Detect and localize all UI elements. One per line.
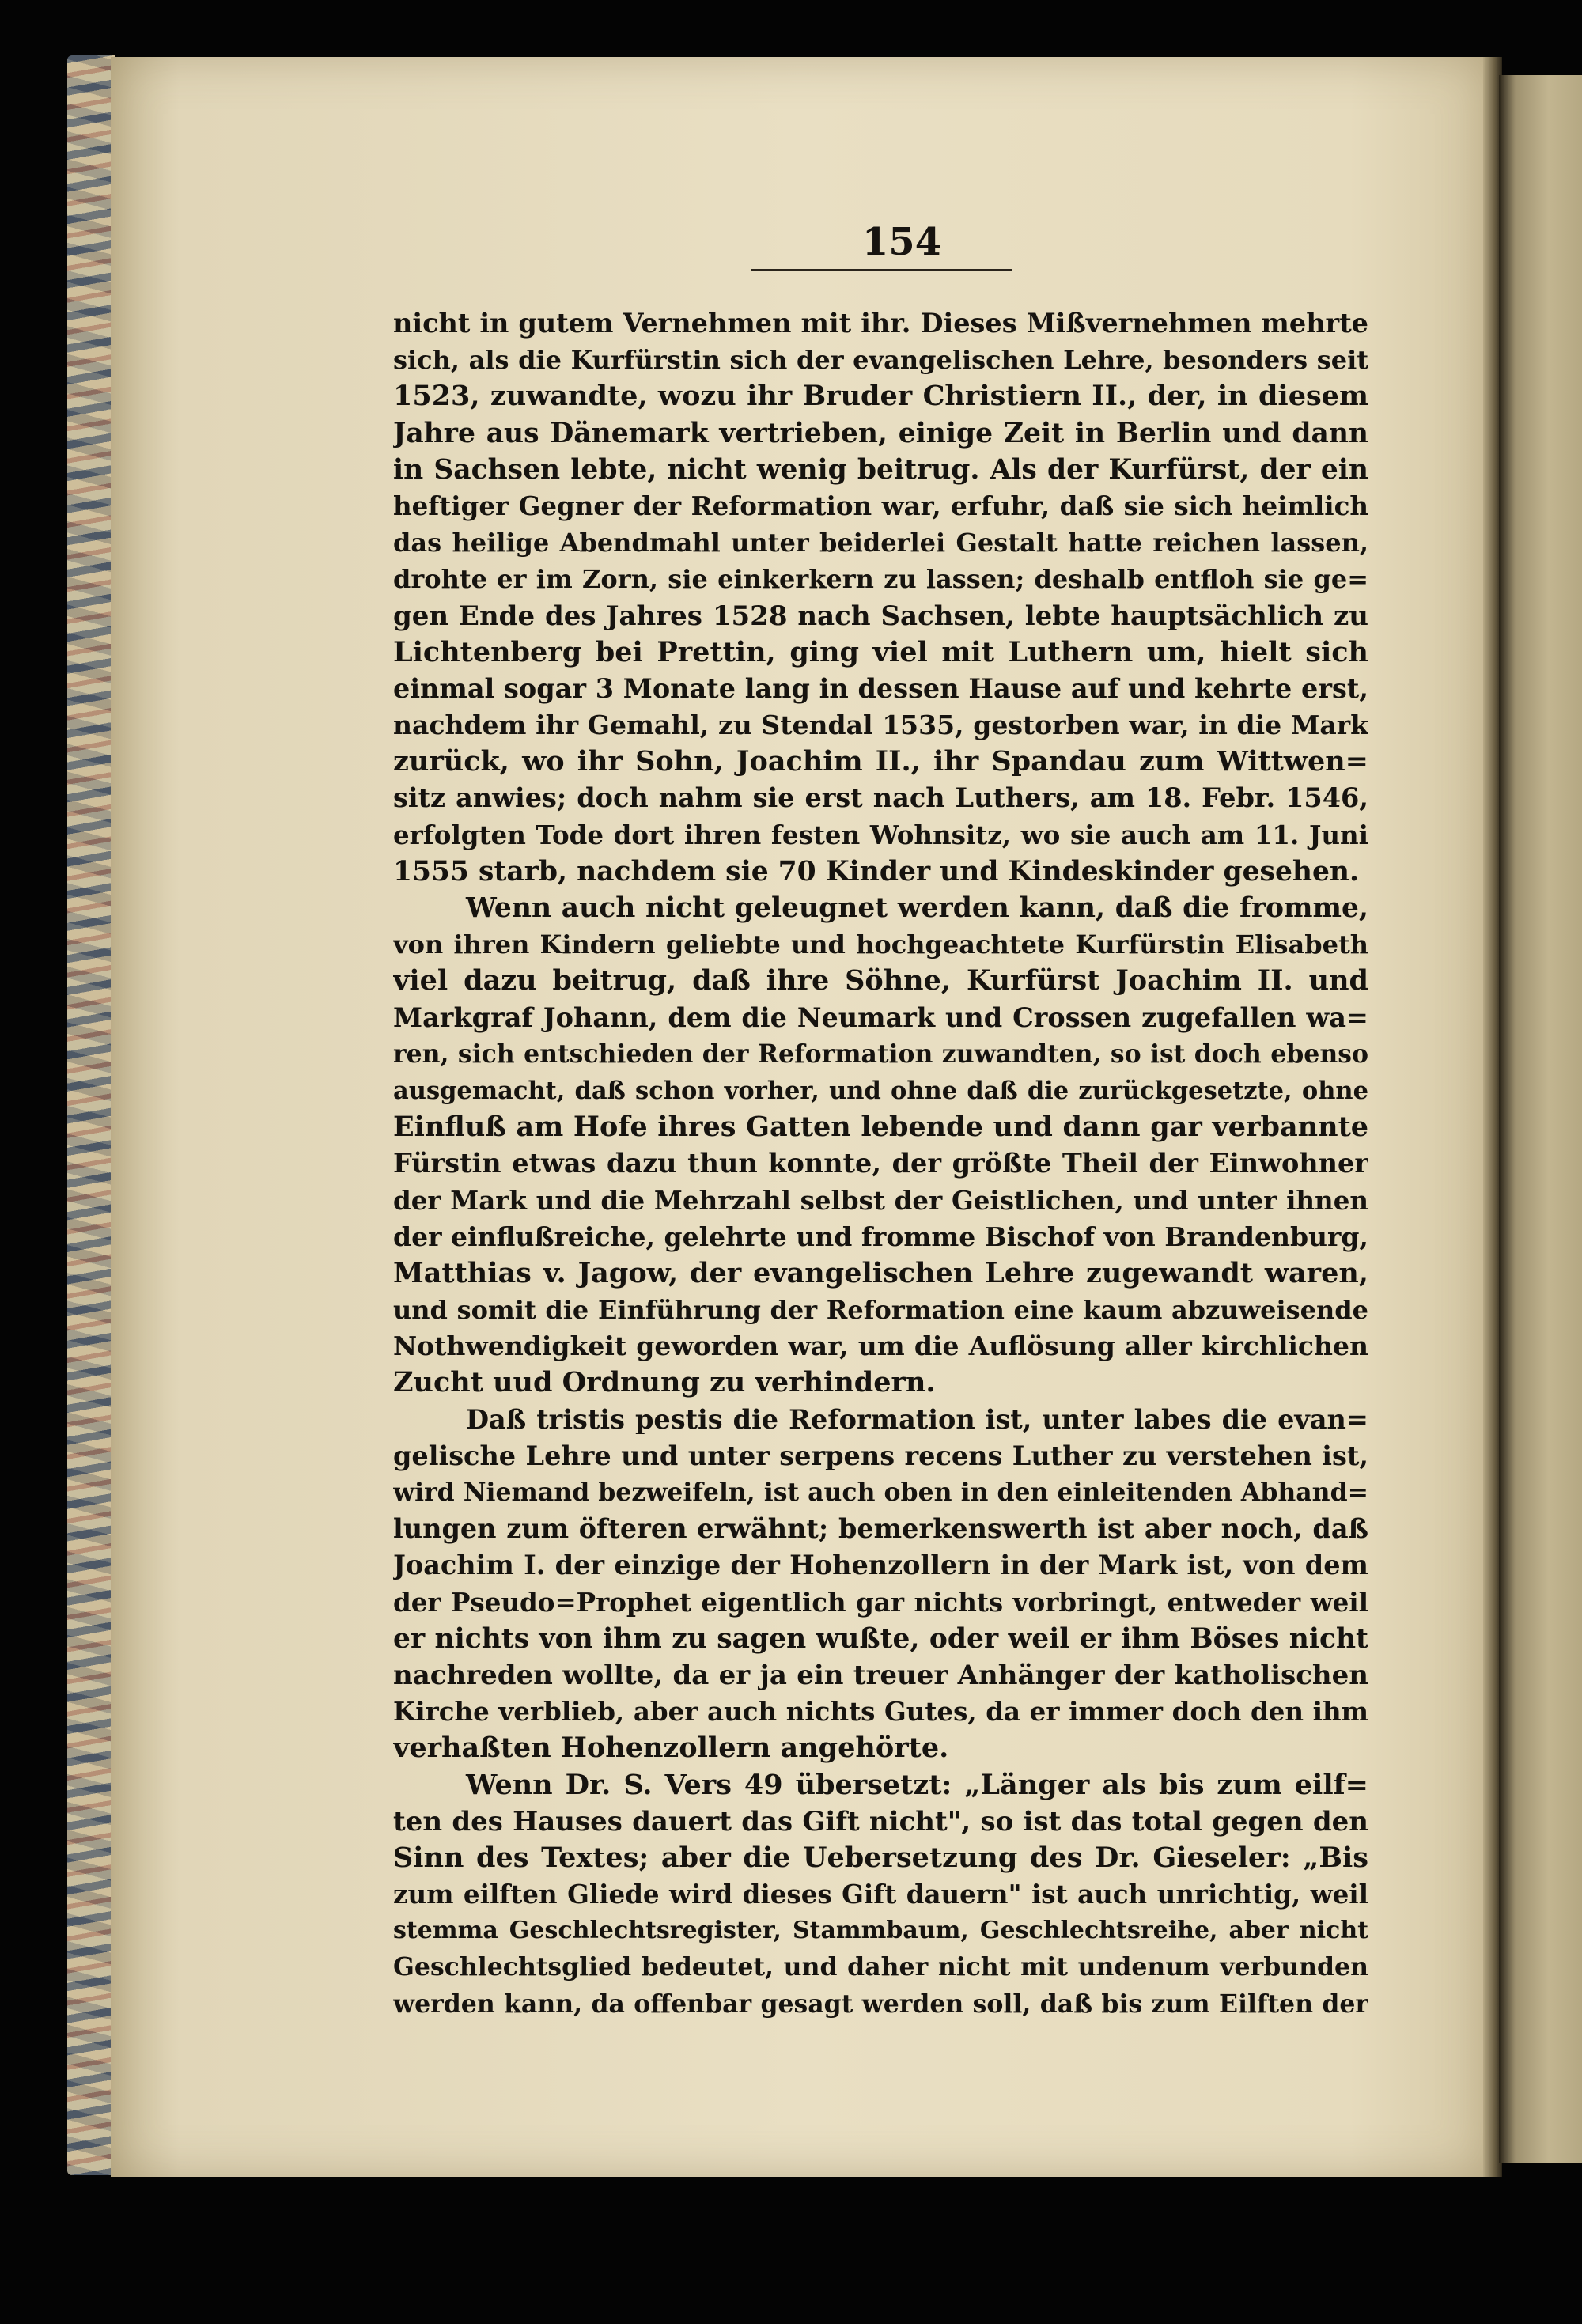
text-line: der einflußreiche, gelehrte und fromme Bischof von Brandenburg, xyxy=(393,1221,1368,1252)
text-line: erfolgten Tode dort ihren festen Wohnsitz, wo sie auch am 11. Juni xyxy=(393,819,1368,850)
page-number: 154 xyxy=(861,220,942,264)
text-line: er nichts von ihm zu sagen wußte, oder weil er ihm Böses nicht xyxy=(393,1622,1368,1655)
text-line: nachreden wollte, da er ja ein treuer Anhänger der katholischen xyxy=(393,1659,1368,1691)
text-line: Markgraf Johann, dem die Neumark und Crossen zugefallen wa= xyxy=(393,1001,1368,1033)
text-line: das heilige Abendmahl unter beiderlei Gestalt hatte reichen lassen, xyxy=(393,528,1368,558)
text-line: drohte er im Zorn, sie einkerkern zu lassen; deshalb entfloh sie ge= xyxy=(393,564,1368,595)
text-line: wird Niemand bezweifeln, ist auch oben in den einleitenden Abhand= xyxy=(393,1478,1368,1507)
text-line: Fürstin etwas dazu thun konnte, der größte Theil der Einwohner xyxy=(393,1148,1368,1179)
text-line: Einfluß am Hofe ihres Gatten lebende und dann gar verbannte xyxy=(393,1111,1368,1144)
text-line: gen Ende des Jahres 1528 nach Sachsen, lebte hauptsächlich zu xyxy=(393,600,1368,632)
text-line: und somit die Einführung der Reformation eine kaum abzuweisende xyxy=(393,1295,1368,1326)
text-line: Matthias v. Jagow, der evangelischen Lehre zugewandt waren, xyxy=(393,1256,1368,1289)
text-line: zurück, wo ihr Sohn, Joachim II., ihr Spandau zum Wittwen= xyxy=(393,745,1368,778)
text-line: der Mark und die Mehrzahl selbst der Geistlichen, und unter ihnen xyxy=(393,1184,1368,1216)
text-line: ten des Hauses dauert das Gift nicht", so ist das total gegen den xyxy=(393,1805,1368,1838)
text-line: sich, als die Kurfürstin sich der evangelischen Lehre, besonders seit xyxy=(393,345,1368,376)
text-line: Nothwendigkeit geworden war, um die Auflösung aller kirchlichen xyxy=(393,1330,1368,1362)
text-line: Jahre aus Dänemark vertrieben, einige Zeit in Berlin und dann xyxy=(393,417,1368,449)
text-line: ren, sich entschieden der Reformation zuwandten, so ist doch ebenso xyxy=(393,1039,1368,1069)
text-line: Lichtenberg bei Prettin, ging viel mit Luthern um, hielt sich xyxy=(393,635,1368,668)
text-line: nachdem ihr Gemahl, zu Stendal 1535, gestorben war, in die Mark xyxy=(393,710,1368,741)
marbled-page-edge xyxy=(67,55,115,2175)
text-line: verhaßten Hohenzollern angehörte. xyxy=(393,1732,949,1765)
text-line: Sinn des Textes; aber die Uebersetzung des Dr. Gieseler: „Bis xyxy=(393,1841,1368,1874)
text-line: viel dazu beitrug, daß ihre Söhne, Kurfürst Joachim II. und xyxy=(393,964,1368,997)
text-line: zum eilften Gliede wird dieses Gift dauern" ist auch unrichtig, weil xyxy=(393,1879,1368,1910)
text-line: sitz anwies; doch nahm sie erst nach Luthers, am 18. Febr. 1546, xyxy=(393,782,1368,814)
text-line: lungen zum öfteren erwähnt; bemerkenswerth ist aber noch, daß xyxy=(393,1513,1368,1545)
text-line: nicht in gutem Vernehmen mit ihr. Dieses Mißvernehmen mehrte xyxy=(393,308,1368,339)
paragraph-start-line: Wenn auch nicht geleugnet werden kann, daß die fromme, xyxy=(466,892,1368,924)
body-text xyxy=(393,305,1368,2023)
text-line: heftiger Gegner der Reformation war, erfuhr, daß sie sich heimlich xyxy=(393,490,1368,521)
text-line: 1555 starb, nachdem sie 70 Kinder und Kindeskinder gesehen. xyxy=(393,855,1360,888)
text-line: stemma Geschlechtsregister, Stammbaum, Geschlechtsreihe, aber nicht xyxy=(393,1917,1368,1945)
text-line: werden kann, da offenbar gesagt werden soll, daß bis zum Eilften der xyxy=(393,1989,1368,2019)
paragraph-start-line: Daß tristis pestis die Reformation ist, unter labes die evan= xyxy=(466,1403,1368,1435)
text-line: von ihren Kindern geliebte und hochgeachtete Kurfürstin Elisabeth xyxy=(393,929,1368,960)
text-line: in Sachsen lebte, nicht wenig beitrug. Als der Kurfürst, der ein xyxy=(393,453,1368,486)
text-line: Joachim I. der einzige der Hohenzollern in der Mark ist, von dem xyxy=(393,1550,1368,1581)
header-rule xyxy=(751,269,1012,271)
text-line: Kirche verblieb, aber auch nichts Gutes, da er immer doch den ihm xyxy=(393,1696,1368,1728)
text-line: Zucht uud Ordnung zu verhindern. xyxy=(393,1366,936,1399)
text-line: einmal sogar 3 Monate lang in dessen Hause auf und kehrte erst, xyxy=(393,672,1368,704)
facing-page-edge xyxy=(1499,75,1582,2163)
text-line: 1523, zuwandte, wozu ihr Bruder Christiern II., der, in diesem xyxy=(393,380,1368,413)
text-line: ausgemacht, daß schon vorher, und ohne daß die zurückgesetzte, ohne xyxy=(393,1076,1368,1105)
paragraph-start-line: Wenn Dr. S. Vers 49 übersetzt: „Länger als bis zum eilf= xyxy=(466,1768,1368,1801)
text-line: Geschlechtsglied bedeutet, und daher nicht mit undenum verbunden xyxy=(393,1952,1368,1982)
text-line: der Pseudo=Prophet eigentlich gar nichts vorbringt, entweder weil xyxy=(393,1586,1368,1618)
text-line: gelische Lehre und unter serpens recens Luther zu verstehen ist, xyxy=(393,1440,1368,1471)
